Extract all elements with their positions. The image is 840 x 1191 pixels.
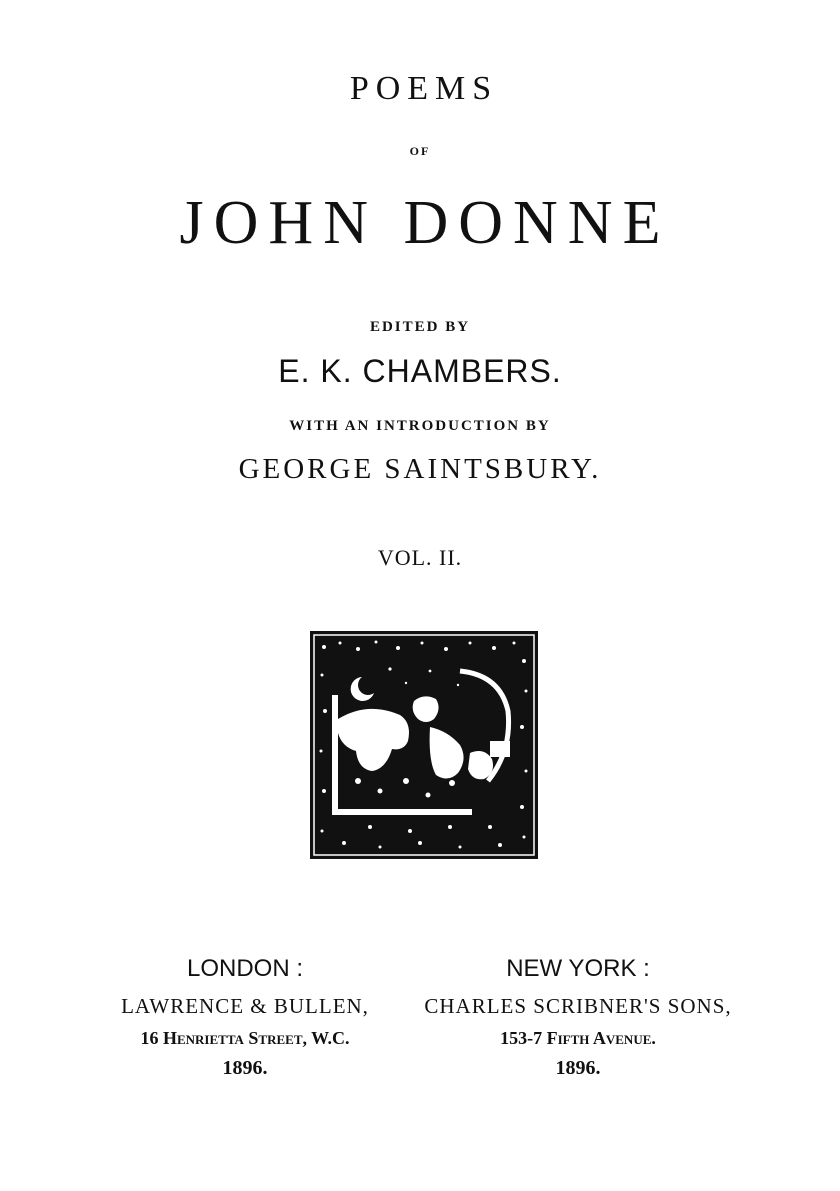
author-name: JOHN DONNE (179, 189, 671, 257)
new-york-address: 153-7 Fifth Avenue. (500, 1028, 656, 1048)
london-year: 1896. (222, 1057, 268, 1079)
london-publisher: LAWRENCE & BULLEN, (121, 994, 369, 1018)
volume-number: VOL. II. (377, 545, 463, 570)
introducer-name: GEORGE SAINTSBURY. (238, 453, 602, 485)
new-york-publisher: CHARLES SCRIBNER'S SONS, (424, 994, 732, 1018)
london-city: LONDON : (186, 955, 303, 982)
title-poems: POEMS (349, 70, 499, 107)
printers-device-emblem (310, 631, 538, 859)
edited-by-label: EDITED BY (369, 319, 471, 335)
introduction-by-label: WITH AN INTRODUCTION BY (289, 418, 551, 434)
new-york-city: NEW YORK : (506, 955, 650, 982)
editor-name: E. K. CHAMBERS. (278, 353, 562, 389)
new-york-year: 1896. (555, 1057, 601, 1079)
title-of: OF (409, 144, 431, 158)
london-address: 16 Henrietta Street, W.C. (140, 1028, 350, 1048)
